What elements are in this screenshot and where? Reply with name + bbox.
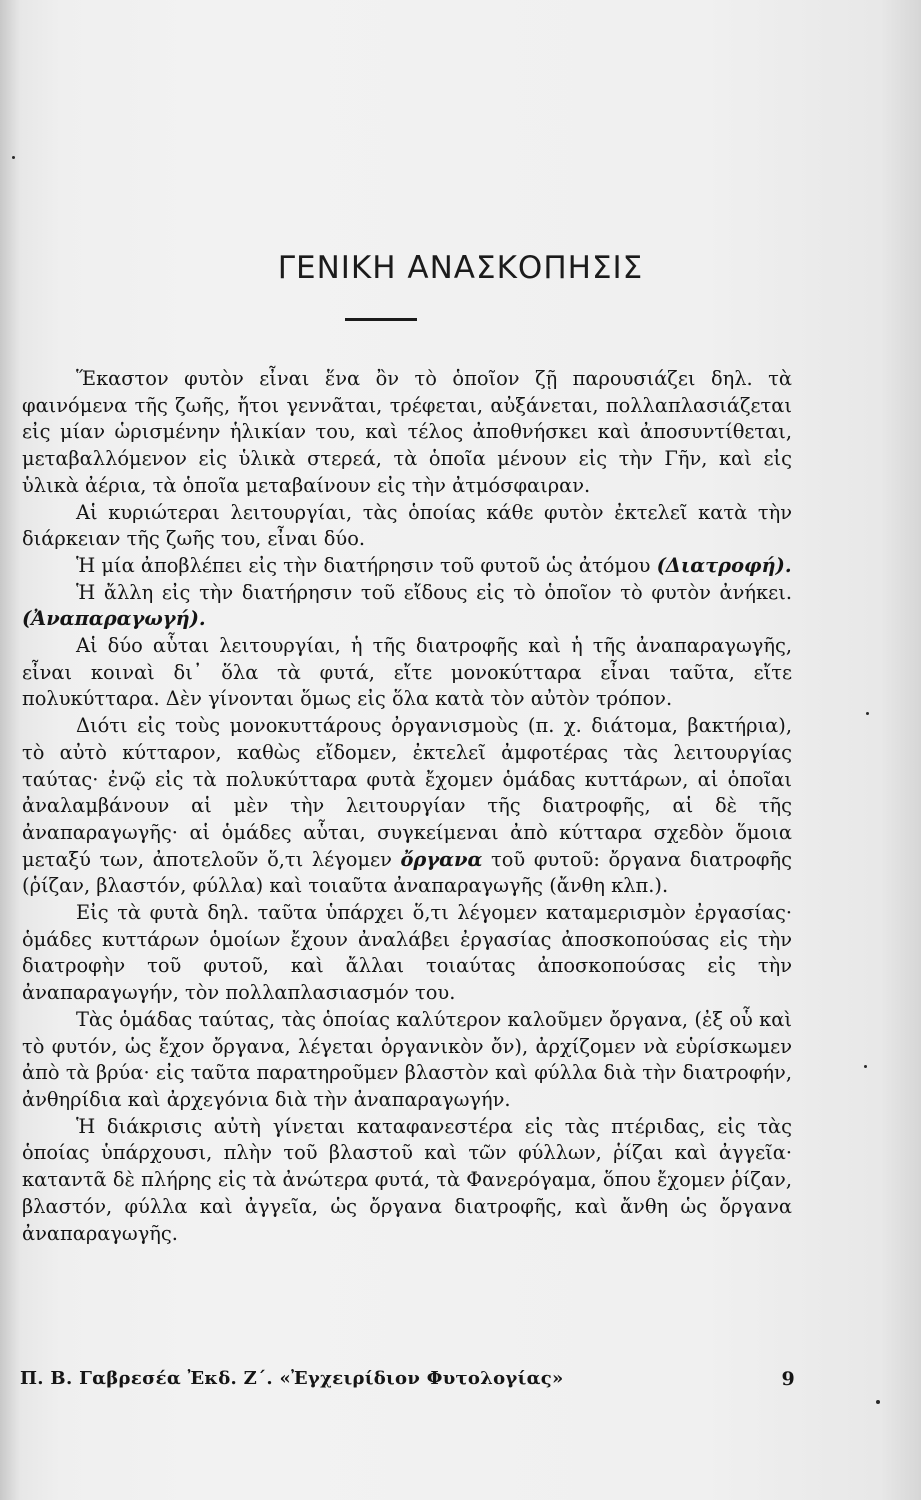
page-title: ΓΕΝΙΚΗ ΑΝΑΣΚΟΠΗΣΙΣ	[277, 250, 644, 286]
paragraph-emphasis: (Ἀναπαραγωγή).	[22, 607, 206, 631]
print-speck	[866, 712, 869, 715]
paragraph-text: Εἰς τὰ φυτὰ δηλ. ταῦτα ὑπάρχει ὅ,τι λέγομεν καταμερισμὸν ἐργασίας· ὁμάδες κυττάρων ὁμοίων ἔχουν ἀναλάβει ἐργασίας ἀποσκοπούσας εἰς τὴν διατροφὴν τοῦ φυτοῦ, καὶ ἄλλαι τοιαύτας ἀποσκοπούσας εἰς τὴν ἀναπαραγωγήν, τὸν πολλαπλασιασμόν του.	[22, 901, 792, 1005]
title-divider	[345, 318, 417, 321]
print-speck	[864, 1065, 867, 1068]
paragraph-text: Ἡ διάκρισις αὐτὴ γίνεται καταφανεστέρα εἰς τὰς πτέριδας, εἰς τὰς ὁποίας ὑπάρχουσι, πλὴν τοῦ βλαστοῦ καὶ τῶν φύλλων, ῥίζαι καὶ ἀγγεῖα· καταντᾶ δὲ πλήρης εἰς τὰ ἀνώτερα φυτά, τὰ Φανερόγαμα, ὅπου ἔχομεν ῥίζαν, βλαστόν, φύλλα καὶ ἀγγεῖα, ὡς ὄργανα διατροφῆς, καὶ ἄνθη ὡς ὄργανα ἀναπαραγωγῆς.	[22, 1114, 792, 1245]
paragraph	[22, 1114, 792, 1248]
paragraph-text: Ἕκαστον φυτὸν εἶναι ἕνα ὂν τὸ ὁποῖον ζῇ παρουσιάζει δηλ. τὰ φαινόμενα τῆς ζωῆς, ἤτοι γεννᾶται, τρέφεται, αὐξάνεται, πολλαπλασιάζεται εἰς μίαν ὡρισμένην ἡλικίαν του, καὶ τέλος ἀποθνήσκει καὶ ἀποσυντίθεται, μεταβαλλόμενον εἰς ὑλικὰ στερεά, τὰ ὁποῖα μένουν εἰς τὴν Γῆν, καὶ εἰς ὑλικὰ ἀέρια, τὰ ὁποῖα μεταβαίνουν εἰς τὴν ἀτμόσφαιραν.	[22, 367, 792, 497]
paragraph	[22, 713, 792, 900]
footer-citation: Π. Β. Γαβρεσέα Ἐκδ. Ζ΄. «Ἐγχειρίδιον Φυτολογίας»	[20, 1368, 564, 1389]
paragraph-emphasis: (Διατροφή).	[656, 553, 792, 577]
page-footer	[20, 1368, 795, 1390]
body-text	[22, 366, 792, 1247]
paragraph-text-after: τοῦ φυτοῦ: ὄργανα διατροφῆς (ῥίζαν, βλαστόν, φύλλα) καὶ τοιαῦτα ἀναπαραγωγῆς (ἄνθη κλπ.).	[22, 847, 792, 898]
paragraph-text: Διότι εἰς τοὺς μονοκυττάρους ὀργανισμοὺς (π. χ. διάτομα, βακτήρια), τὸ αὐτὸ κύτταρον, καθὼς εἴδομεν, ἐκτελεῖ ἀμφοτέρας τὰς λειτουργίας ταύτας· ἐνῷ εἰς τὰ πολυκύτταρα φυτὰ ἔχομεν ὁμάδας κυττάρων, αἱ ὁποῖαι ἀναλαμβάνουν αἱ μὲν τὴν λειτουργίαν τῆς διατροφῆς, αἱ δὲ τῆς ἀναπαραγωγῆς· αἱ ὁμάδες αὗται, συγκείμεναι ἀπὸ κύτταρα σχεδὸν ὅμοια μεταξύ των, ἀποτελοῦν ὅ,τι λέγομεν	[22, 714, 792, 871]
print-speck	[876, 1400, 880, 1404]
paragraph	[22, 633, 792, 713]
paragraph-text: Αἱ δύο αὗται λειτουργίαι, ἡ τῆς διατροφῆς καὶ ἡ τῆς ἀναπαραγωγῆς, εἶναι κοιναὶ δι᾽ ὅλα τὰ φυτά, εἴτε μονοκύτταρα εἶναι ταῦτα, εἴτε πολυκύτταρα. Δὲν γίνονται ὅμως εἰς ὅλα κατὰ τὸν αὐτὸν τρόπον.	[22, 634, 792, 711]
paragraph	[22, 580, 792, 633]
paragraph-emphasis: ὄργανα	[400, 847, 483, 871]
paragraph	[22, 366, 792, 500]
page-number: 9	[781, 1368, 795, 1390]
paragraph-text: Αἱ κυριώτεραι λειτουργίαι, τὰς ὁποίας κάθε φυτὸν ἐκτελεῖ κατὰ τὴν διάρκειαν τῆς ζωῆς του, εἶναι δύο.	[22, 500, 792, 551]
paragraph	[22, 553, 792, 580]
paragraph-text: Ἡ μία ἀποβλέπει εἰς τὴν διατήρησιν τοῦ φυτοῦ ὡς ἀτόμου	[76, 553, 657, 577]
paragraph	[22, 900, 792, 1007]
paragraph-text: Τὰς ὁμάδας ταύτας, τὰς ὁποίας καλύτερον καλοῦμεν ὄργανα, (ἐξ οὗ καὶ τὸ φυτόν, ὡς ἔχον ὄργανα, λέγεται ὀργανικὸν ὄν), ἀρχίζομεν νὰ εὑρίσκωμεν ἀπὸ τὰ βρύα· εἰς ταῦτα παρατηροῦμεν βλαστὸν καὶ φύλλα διὰ τὴν διατροφήν, ἀνθηρίδια καὶ ἀρχεγόνια διὰ τὴν ἀναπαραγωγήν.	[22, 1007, 792, 1111]
paragraph	[22, 1007, 792, 1114]
paragraph-text: Ἡ ἄλλη εἰς τὴν διατήρησιν τοῦ εἴδους εἰς τὸ ὁποῖον τὸ φυτὸν ἀνήκει.	[76, 580, 792, 604]
print-speck	[12, 156, 15, 159]
paragraph	[22, 500, 792, 553]
